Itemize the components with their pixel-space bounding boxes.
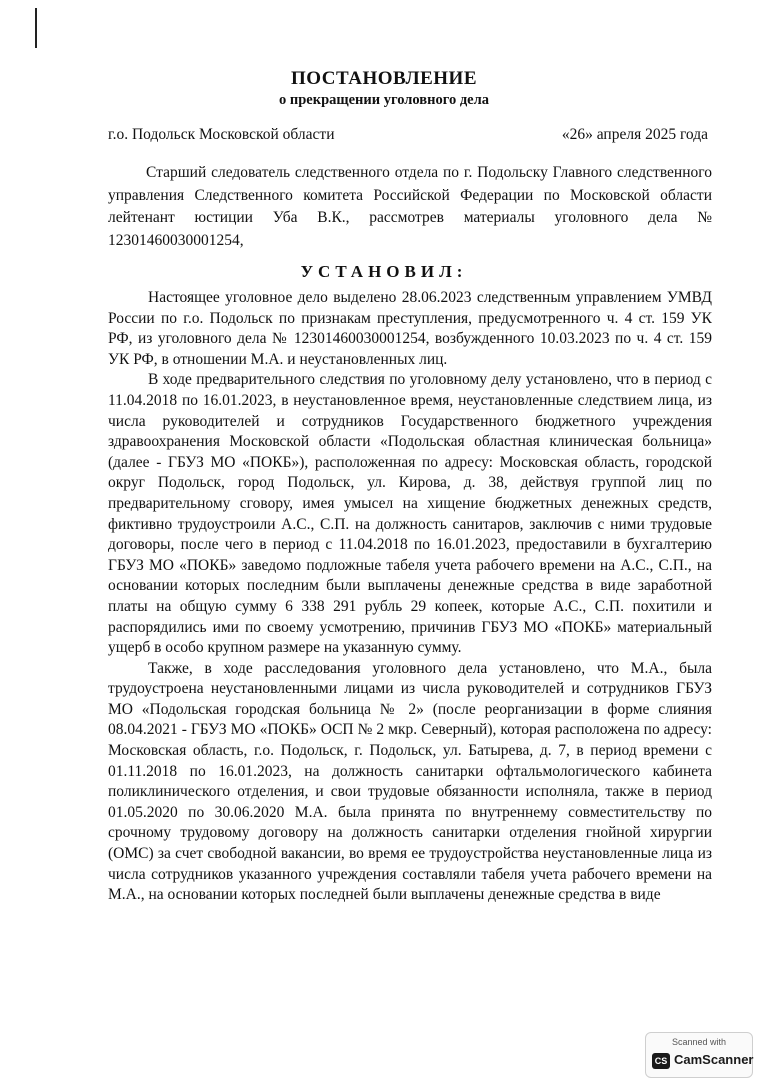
camscanner-watermark xyxy=(645,1032,753,1078)
document-date: «26» апреля 2025 года xyxy=(561,126,708,143)
document-place: г.о. Подольск Московской области xyxy=(108,126,335,143)
document-title: ПОСТАНОВЛЕНИЕ xyxy=(290,68,478,89)
camscanner-logo-icon: CS xyxy=(652,1053,670,1069)
body-paragraph: В ходе предварительного следствия по уголовному делу установлено, что в период с 11.04.2018 по 16.01.2023, в неустановленное время, неустановленные следствием лица, из числа руководителей и сотрудников Государственного бюджетного учреждения здравоохранения Московской области «Подольская областная клиническая больница» (далее - ГБУЗ МО «ПОКБ»), расположенная по адресу: Московская область, городской округ Подольск, город Подольск, ул. Кирова, д. 38, действуя группой лиц по предварительному сговору, имея умысел на хищение бюджетных денежных средств, фиктивно трудоустроили А.С., С.П. на должность санитаров, заключив с ними трудовые договоры, после чего в период с 11.04.2018 по 16.01.2023, предоставили в бухгалтерию ГБУЗ МО «ПОКБ» заведомо подложные табеля учета рабочего времени на А.С., С.П., на основании которых последним были выплачены денежные средства в виде заработной платы на общую сумму 6 338 291 рубль 29 копеек, которые А.С., С.П. похитили и распорядились ими по своему усмотрению, причинив ГБУЗ МО «ПОКБ» материальный ущерб в особо крупном размере на указанную сумму. xyxy=(108,371,712,657)
watermark-app-name: CamScanner xyxy=(674,1052,754,1067)
body-paragraph: Настоящее уголовное дело выделено 28.06.2023 следственным управлением УМВД России по г.о. Подольск по признакам преступления, предусмотренного ч. 4 ст. 159 УК РФ, из уголовного дела № 12301460030001254, возбужденного 10.03.2023 по ч. 4 ст. 159 УК РФ, в отношении М.А. и неустановленных лиц. xyxy=(108,289,712,368)
document-body xyxy=(108,288,712,906)
intro-paragraph: Старший следователь следственного отдела по г. Подольску Главного следственного управления Следственного комитета Российской Федерации по Московской области лейтенант юстиции Уба В.К., рассмотрев материалы уголовного дела № 12301460030001254, xyxy=(108,164,712,249)
watermark-caption: Scanned with xyxy=(671,1037,727,1047)
section-heading: УСТАНОВИЛ: xyxy=(300,262,468,281)
body-paragraph: Также, в ходе расследования уголовного дела установлено, что М.А., была трудоустроена неустановленными лицами из числа руководителей и сотрудников ГБУЗ МО «Подольская городская больница № 2» (после реорганизации в форме слияния 08.04.2021 - ГБУЗ МО «ПОКБ» ОСП № 2 мкр. Северный), которая расположена по адресу: Московская область, г.о. Подольск, г. Подольск, ул. Батырева, д. 7, в период времени с 01.11.2018 по 16.01.2023, на должность санитарки офтальмологического кабинета поликлинического отделения, и свои трудовые обязанности исполняла, также в период 01.05.2020 по 30.06.2020 М.А. была принята по внутреннему совместительству по срочному трудовому договору на должность санитарки отделения гнойной хирургии (ОМС) за счет свободной вакансии, во время ее трудоустройства неустановленные лица из числа сотрудников указанного учреждения составляли табеля учета рабочего времени на М.А., на основании которых последней были выплачены денежные средства в виде xyxy=(108,659,712,904)
document-subtitle: о прекращении уголовного дела xyxy=(278,92,489,108)
